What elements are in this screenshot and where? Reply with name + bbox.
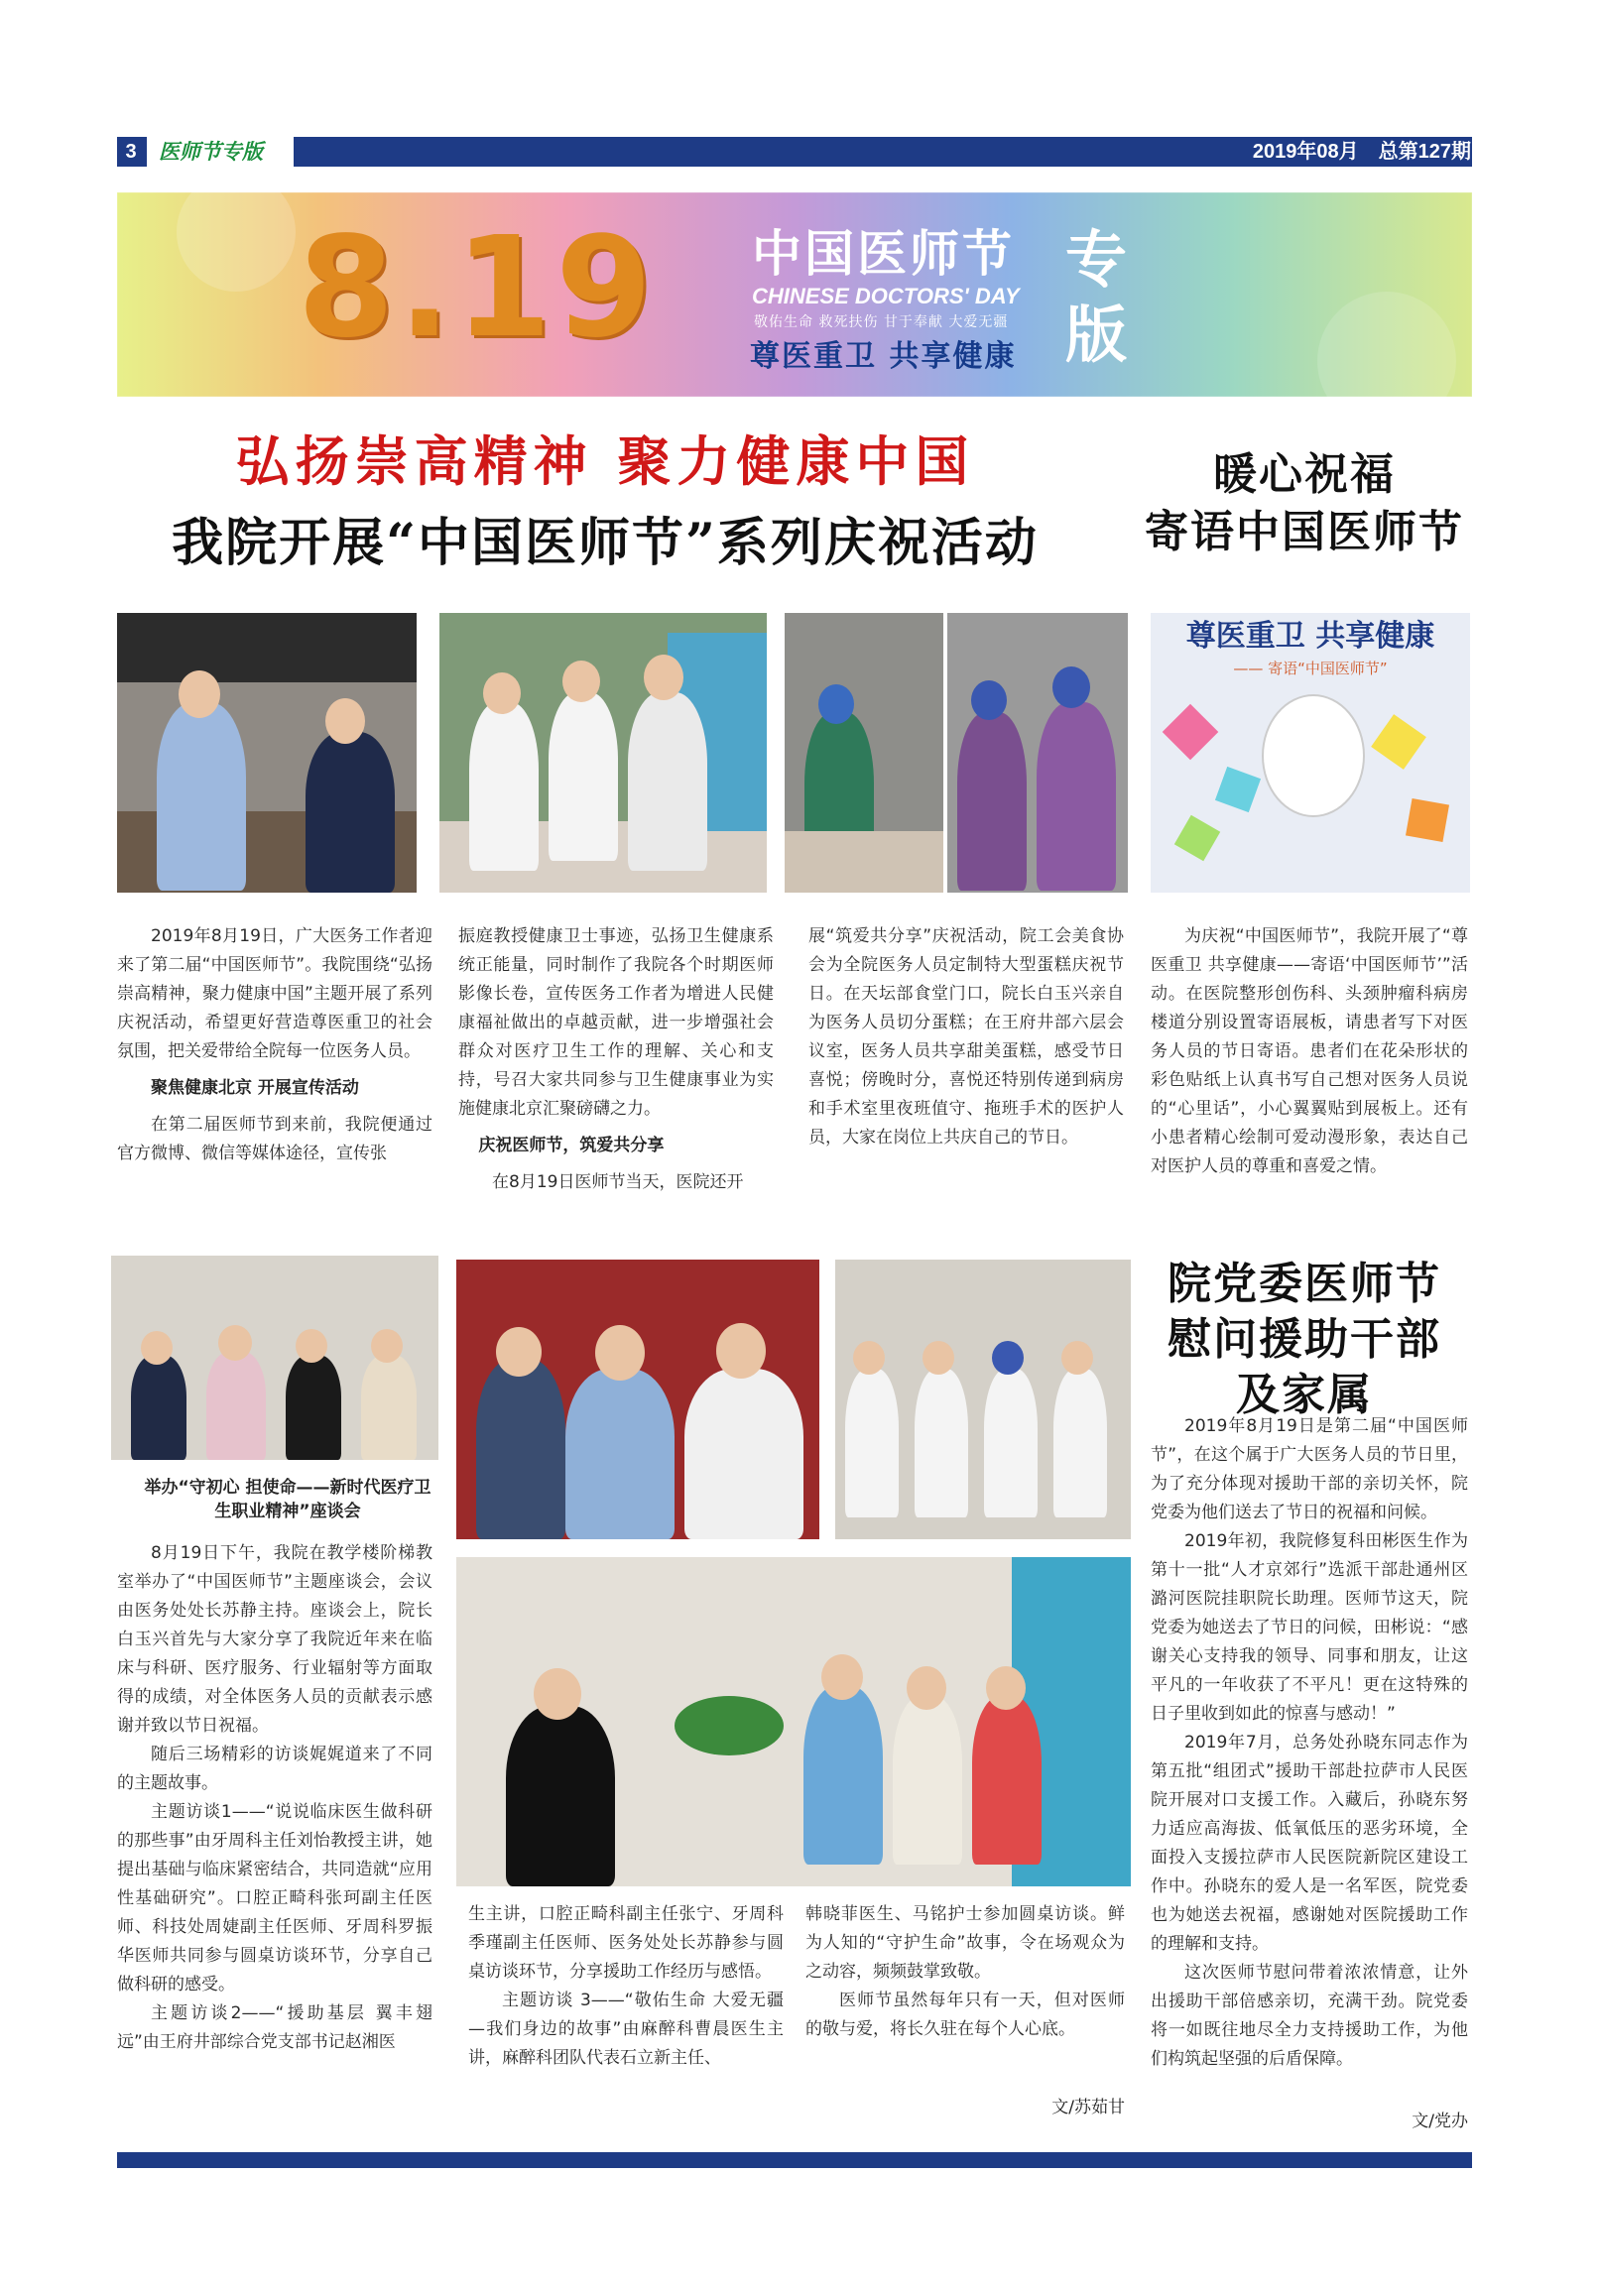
banner-special-edition: 专版 <box>1064 223 1127 371</box>
photo-cake-serving <box>117 613 417 893</box>
paragraph: 8月19日下午，我院在教学楼阶梯教室举办了“中国医师节”主题座谈会，会议由医务处处长苏静主持。座谈会上，院长白玉兴首先与大家分享了我院近年来在临床与科研、医疗服务、行业辐射等方面取得的成绩，对全体医务人员的贡献表示感谢并致以节日祝福。 <box>117 1543 432 1736</box>
banner-title: 中国医师节 <box>752 225 1015 283</box>
main-article-col3 <box>808 922 1124 1152</box>
main-subheadline: 我院开展“中国医师节”系列庆祝活动 <box>172 513 1039 573</box>
paragraph: 2019年8月19日是第二届“中国医师节”，在这个属于广大医务人员的节日里，为了充分体现对援助干部的亲切关怀，院党委为他们送去了节日的祝福和问候。 <box>1151 1416 1468 1522</box>
board-title: 尊医重卫 共享健康 <box>1185 619 1435 654</box>
side-headline-2a: 院党委医师节 <box>1168 1259 1441 1309</box>
paragraph: 主题访谈1——“说说临床医生做科研的那些事”由牙周科主任刘怡教授主讲，她提出基础与临床紧密结合，共同造就“应用性基础研究”。口腔正畸科张珂副主任医师、科技处周婕副主任医师、牙周科罗振华医师共同参与圆桌访谈环节，分享自己做科研的感受。 <box>117 1802 432 1994</box>
side-article-1-body <box>1151 922 1468 1181</box>
forum-article-col1 <box>117 1539 432 2057</box>
page-number: 3 <box>117 137 145 167</box>
photo-forum-panel <box>456 1557 1131 1886</box>
footer-bar <box>117 2152 1472 2168</box>
side-headline-1b: 寄语中国医师节 <box>1145 507 1464 557</box>
paragraph: 这次医师节慰问带着浓浓情意，让外出援助干部倍感亲切，充满干劲。院党委将一如既往地尽全力支持援助工作，为他们构筑起坚强的后盾保障。 <box>1151 1963 1468 2069</box>
forum-article-credit: 文/苏茹甘 <box>1051 2098 1125 2117</box>
paragraph: 医师节虽然每年只有一天，但对医师的敬与爱，将长久驻在每个人心底。 <box>805 1991 1125 2039</box>
paragraph: 2019年8月19日，广大医务工作者迎来了第二届“中国医师节”。我院围绕“弘扬崇高精神，聚力健康中国”主题开展了系列庆祝活动，希望更好营造尊医重卫的社会氛围，把关爱带给全院每一位医务人员。 <box>117 926 432 1061</box>
photo-surgeons-cake <box>785 613 943 893</box>
paragraph: 为庆祝“中国医师节”，我院开展了“尊医重卫 共享健康——寄语‘中国医师节’”活动。在医院整形创伤科、头颈肿瘤科病房楼道分别设置寄语展板，请患者写下对医务人员的节日寄语。患者们在花朵形状的彩色贴纸上认真书写自己想对医务人员说的“心里话”，小心翼翼贴到展板上。还有小患者精心绘制可爱动漫形象，表达自己对医护人员的尊重和喜爱之情。 <box>1151 926 1468 1176</box>
banner-date-number: 8.19 <box>298 207 657 369</box>
issue-date: 2019年08月 总第127期 <box>1252 141 1471 163</box>
paragraph: 在第二届医师节到来前，我院便通过官方微博、微信等媒体途径，宣传张 <box>117 1115 432 1163</box>
forum-article-col3 <box>805 1900 1125 2044</box>
side-headline-1a: 暖心祝福 <box>1213 449 1396 500</box>
main-headline: 弘扬崇高精神 聚力健康中国 <box>235 429 975 493</box>
subheading: 聚焦健康北京 开展宣传活动 <box>151 1078 359 1098</box>
photo-nurses-cake <box>947 613 1128 893</box>
photo-forum-speakers <box>111 1256 438 1460</box>
paragraph: 生主讲，口腔正畸科副主任张宁、牙周科季瑾副主任医师、医务处处长苏静参与圆桌访谈环节，分享援助工作经历与感悟。 <box>468 1904 784 1982</box>
paragraph: 随后三场精彩的访谈娓娓道来了不同的主题故事。 <box>117 1745 432 1793</box>
banner-english-title: CHINESE DOCTORS' DAY <box>752 284 1020 308</box>
side-article-2-body <box>1151 1412 1468 2074</box>
banner-motto: 敬佑生命 救死扶伤 甘于奉献 大爱无疆 <box>754 314 1009 330</box>
photo-forum-nurses <box>835 1260 1131 1539</box>
paragraph: 展“筑爱共分享”庆祝活动，院工会美食协会为全院医务人员定制特大型蛋糕庆祝节日。在天坛部食堂门口，院长白玉兴亲自为医务人员切分蛋糕；在王府井部六层会议室，医务人员共享甜美蛋糕，感受节日喜悦；傍晚时分，喜悦还特别传递到病房和手术室里夜班值守、拖班手术的医护人员，大家在岗位上共庆自己的节日。 <box>808 926 1124 1148</box>
main-article-col2 <box>458 922 774 1197</box>
side-headline-2b: 慰问援助干部 <box>1168 1314 1441 1365</box>
paragraph: 在8月19日医师节当天，医院还开 <box>492 1172 744 1192</box>
photo-cake-cutting <box>439 613 767 893</box>
side-article-2-credit: 文/党办 <box>1412 2112 1468 2131</box>
forum-photo-caption: 举办“守初心 担使命——新时代医疗卫生职业精神”座谈会 <box>144 1478 431 1521</box>
paragraph: 振庭教授健康卫士事迹，弘扬卫生健康系统正能量，同时制作了我院各个时期医师影像长卷，宣传医务工作者为增进人民健康福祉做出的卓越贡献，进一步增强社会群众对医疗卫生工作的理解、关心和支持，号召大家共同参与卫生健康事业为实施健康北京汇聚磅礴之力。 <box>458 926 774 1119</box>
photo-greeting-board <box>1151 613 1470 893</box>
subheading: 庆祝医师节，筑爱共分享 <box>478 1136 665 1155</box>
photo-forum-audience <box>456 1260 819 1539</box>
side-headline-2c: 及家属 <box>1236 1370 1373 1420</box>
board-subtitle: —— 寄语“中国医师节” <box>1233 660 1388 677</box>
paragraph: 2019年7月，总务处孙晓东同志作为第五批“组团式”援助干部赴拉萨市人民医院开展对口支援工作。入藏后，孙晓东努力适应高海拔、低氧低压的恶劣环境，全面投入支援拉萨市人民医院新院区建设工作中。孙晓东的爱人是一名军医，院党委也为她送去祝福，感谢她对医院援助工作的理解和支持。 <box>1151 1733 1468 1954</box>
forum-article-col2 <box>468 1900 784 2073</box>
paragraph: 韩晓菲医生、马铭护士参加圆桌访谈。鲜为人知的“守护生命”故事，令在场观众为之动容，频频鼓掌致敬。 <box>805 1904 1125 1982</box>
banner-slogan: 尊医重卫 共享健康 <box>750 339 1017 374</box>
main-article-col1 <box>117 922 432 1168</box>
paragraph: 2019年初，我院修复科田彬医生作为第十一批“人才京郊行”选派干部赴通州区潞河医院挂职院长助理。医师节这天，院党委为她送去了节日的问候，田彬说：“感谢关心支持我的领导、同事和朋友，让这平凡的一年收获了不平凡！更在这特殊的日子里收到如此的惊喜与感动！” <box>1151 1531 1468 1724</box>
paragraph: 主题访谈 3——“敬佑生命 大爱无疆—我们身边的故事”由麻醉科曹晨医生主讲，麻醉科团队代表石立新主任、 <box>468 1991 784 2068</box>
section-title: 医师节专版 <box>147 137 294 167</box>
paragraph: 主题访谈2——“援助基层 翼丰翅远”由王府井部综合党支部书记赵湘医 <box>117 2003 432 2052</box>
